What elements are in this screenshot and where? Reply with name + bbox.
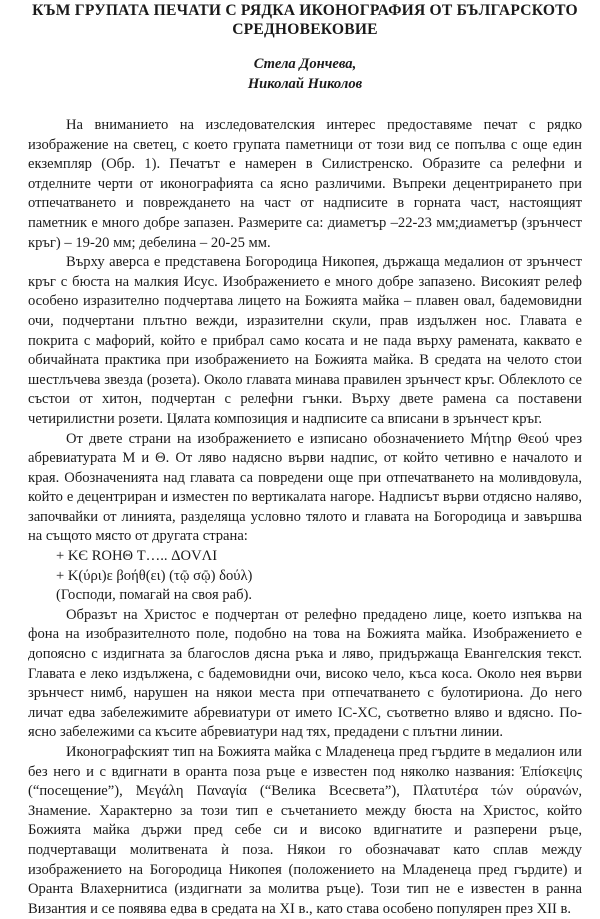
inscription-line-2: + K(ύρι)ε βοήθ(ει) (τῷ σῷ) δούλ): [56, 567, 253, 584]
paragraph-2: Върху аверса е представена Богородица Никопея, държаща медалион от зрънчест кръг с бюста на малкия Исус. Изображението е много добре запазено. Високият релеф особено изразително подчертава лицето на Божията майка – плавен овал, бадемовидни очи, подчертани плътно вежди, изразителни скули, прав издължен нос. Главата е покрита с мафорий, който е прибрал само косата и не пада върху рамената, каквато е обичайната практика при изображението на Божията майка. В средата на челото стои шестлъчева звезда (розета). Около главата минава правилен зрънчест кръг. Облеклото се състои от хитон, подчертан с релефни гънки. Върху двете рамена са поставени четирилистни розети. Цялата композиция и надписите са вписани в зрънчест кръг.: [28, 254, 582, 427]
paragraph-3: От двете страни на изображението е изписано обозначението Μήτηρ Θεού чрез абревиатурата М и Θ. От ляво надясно върви надпис, от който четивно е началото и края. Обозначенията над главата са повредени още при отпечатването на моливдовула, който е децентриран и изместен по вертикалата нагоре. Надписът върви отдясно наляво, започвайки от линията, разделяща условно тялото и главата на Богородица и завършва на същото място от другата страна:: [28, 430, 582, 545]
paragraph-4: Образът на Христос е подчертан от релефно предадено лице, което изпъква на фона на изобразителното поле, подобно на това на Божията майка. Изображението е допоясно с издигната за благослов дясна ръка и ляво, придържаща Евангелския текст. Главата е леко издължена, с бадемовидни очи, високо чело, къса коса. Около нея върви зрънчест нимб, нарушен на някои места при отпечатването с булотириона. До него личат едва забележимите абревиатури от името IC-XC, съответно вляво и вдясно. По-ясно забележими са късите абревиатури над тях, предадени с плътни линии.: [28, 606, 582, 741]
document-body: [28, 116, 582, 919]
author-1: Стела Дончева,: [253, 56, 357, 72]
paragraph-1: На вниманието на изследователския интерес предоставяме печат с рядко изображение на светец, с което групата паметници от този вид се попълва с още един екземпляр (Обр. 1). Печатът е намерен в Силистренско. Образите са релефни и отделните черти от иконографията са ясно различими. Въпреки децентрирането при отпечатването и повреждането на част от надписите в горната част, настоящият паметник е много добре запазен. Размерите са: диаметър –22-23 мм;диаметър (зрънчест кръг) – 19-20 мм; дебелина – 20-25 мм.: [28, 117, 582, 251]
author-2: Николай Николов: [247, 76, 363, 92]
authors: [28, 54, 582, 94]
paragraph-5: Иконографският тип на Божията майка с Младенеца пред гърдите в медалион или без него и с вдигнати в оранта поза ръце е известен под няколко названия: Έπίσκεψις (“посещение”), Μεγάλη Παναγία (“Велика Всесвета”), Πλατυτέρα τών ούρανών, Знамение. Характерно за този тип е съчетанието между бюста на Христос, който Божията майка държи пред себе си и високо вдигнатите и разперени ръце, подчертаващи молитвената ѝ поза. Някои го обозначават като сплав между изображението на Богородица Никопея (положението на Младенеца пред гърдите) и Оранта Влахернитиса (издигнати за молитва ръце). Този тип не е известен в ранна Византия и се появява едва в средата на XI в., като става особено популярен през XII в.: [28, 744, 582, 917]
inscription-line-1: + KЄ ROНΘ T….. ΔOVΛI: [56, 548, 218, 565]
document-title: КЪМ ГРУПАТА ПЕЧАТИ С РЯДКА ИКОНОГРАФИЯ ОТ БЪЛГАРСКОТО СРЕДНОВЕКОВИЕ: [32, 2, 578, 38]
inscription-translation: (Господи, помагай на своя раб).: [56, 587, 253, 604]
